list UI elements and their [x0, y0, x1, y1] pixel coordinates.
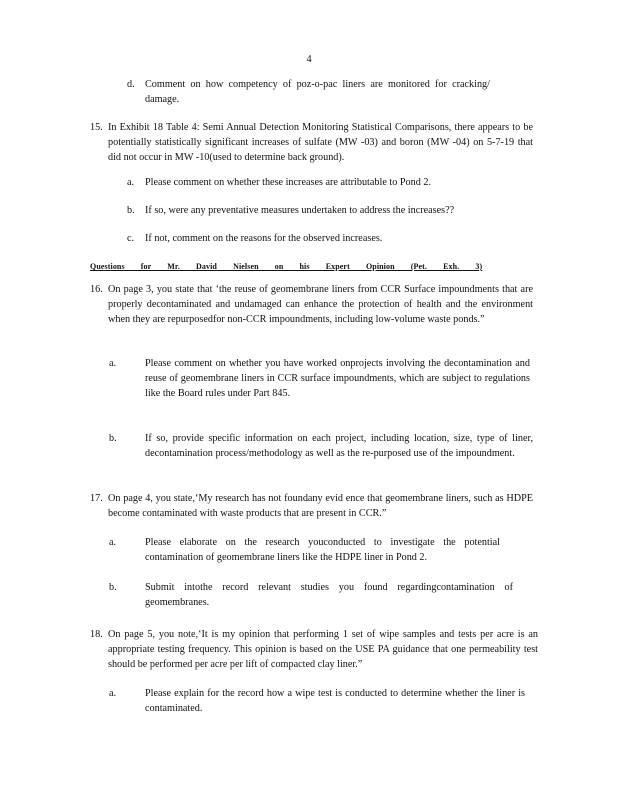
item-text: Comment on how competency of poz-o-pac liners are monitored for cracking/ damage.: [145, 79, 490, 106]
item-text: On page 4, you state,‘My research has not foundany evid ence that geomembrane liners, such as HDPE become contaminated with waste products that are present in CCR.”: [108, 493, 533, 520]
item-16: [90, 282, 533, 328]
item-text: If so, were any preventative measures undertaken to address the increases??: [145, 205, 455, 216]
item-15: [90, 120, 533, 166]
item-15a: [127, 175, 505, 190]
section-heading: Questions for Mr. David Nielsen on his Expert Opinion (Pet. Exh. 3): [90, 262, 483, 271]
item-label: a.: [127, 177, 135, 188]
item-label: 18.: [90, 629, 103, 640]
item-label: 17.: [90, 493, 103, 504]
item-18: [90, 627, 538, 673]
item-15b: [127, 203, 515, 218]
page-number: 4: [306, 54, 312, 65]
item-text: If so, provide specific information on each project, including location, size, type of liner, decontamination process/methodology as well as the re-purposed use of the impoundment.: [145, 433, 533, 460]
item-text: Please comment on whether these increases are attributable to Pond 2.: [145, 177, 432, 188]
item-label: 16.: [90, 284, 103, 295]
item-16b: [109, 431, 533, 461]
item-17a: [109, 535, 500, 565]
item-14d: [127, 77, 490, 107]
item-16a: [109, 356, 530, 402]
item-text: On page 5, you note,‘It is my opinion that performing 1 set of wipe samples and tests per acre is an appropriate testing frequency. This opinion is based on the USE PA guidance that one permeability test should be performed per acre per lift of compacted clay liner.”: [108, 629, 538, 671]
item-text: If not, comment on the reasons for the observed increases.: [145, 233, 383, 244]
item-15c: [127, 231, 505, 246]
item-text: Please elaborate on the research youconducted to investigate the potential contamination of geomembrane liners like the HDPE liner in Pond 2.: [145, 537, 500, 564]
item-label: b.: [109, 582, 117, 593]
item-label: b.: [109, 433, 117, 444]
item-text: Submit intothe record relevant studies you found regardingcontamination of geomembranes.: [145, 582, 513, 609]
item-text: On page 3, you state that ‘the reuse of geomembrane liners from CCR Surface impoundments that are properly decontaminated and undamaged can enhance the protection of health and the environment when they are repurposedfor non-CCR impoundments, including low-volume waste ponds.”: [108, 284, 533, 326]
item-18a: [109, 686, 525, 716]
item-text: Please comment on whether you have worked onprojects involving the decontamination and reuse of geomembrane liners in CCR surface impoundments, which are subject to regulations like the Board rules under Part 845.: [145, 358, 530, 400]
item-label: a.: [109, 688, 117, 699]
item-label: d.: [127, 79, 135, 90]
item-17: [90, 491, 533, 521]
item-label: a.: [109, 358, 117, 369]
item-label: a.: [109, 537, 117, 548]
item-17b: [109, 580, 513, 610]
item-label: c.: [127, 233, 135, 244]
item-label: b.: [127, 205, 135, 216]
item-text: In Exhibit 18 Table 4: Semi Annual Detection Monitoring Statistical Comparisons, there appears to be potentially statistically significant increases of sulfate (MW -03) and boron (MW -04) on 5-7-19 that did not occur in MW -10(used to determine back ground).: [108, 122, 533, 164]
item-text: Please explain for the record how a wipe test is conducted to determine whether the liner is contaminated.: [145, 688, 525, 715]
item-label: 15.: [90, 122, 103, 133]
